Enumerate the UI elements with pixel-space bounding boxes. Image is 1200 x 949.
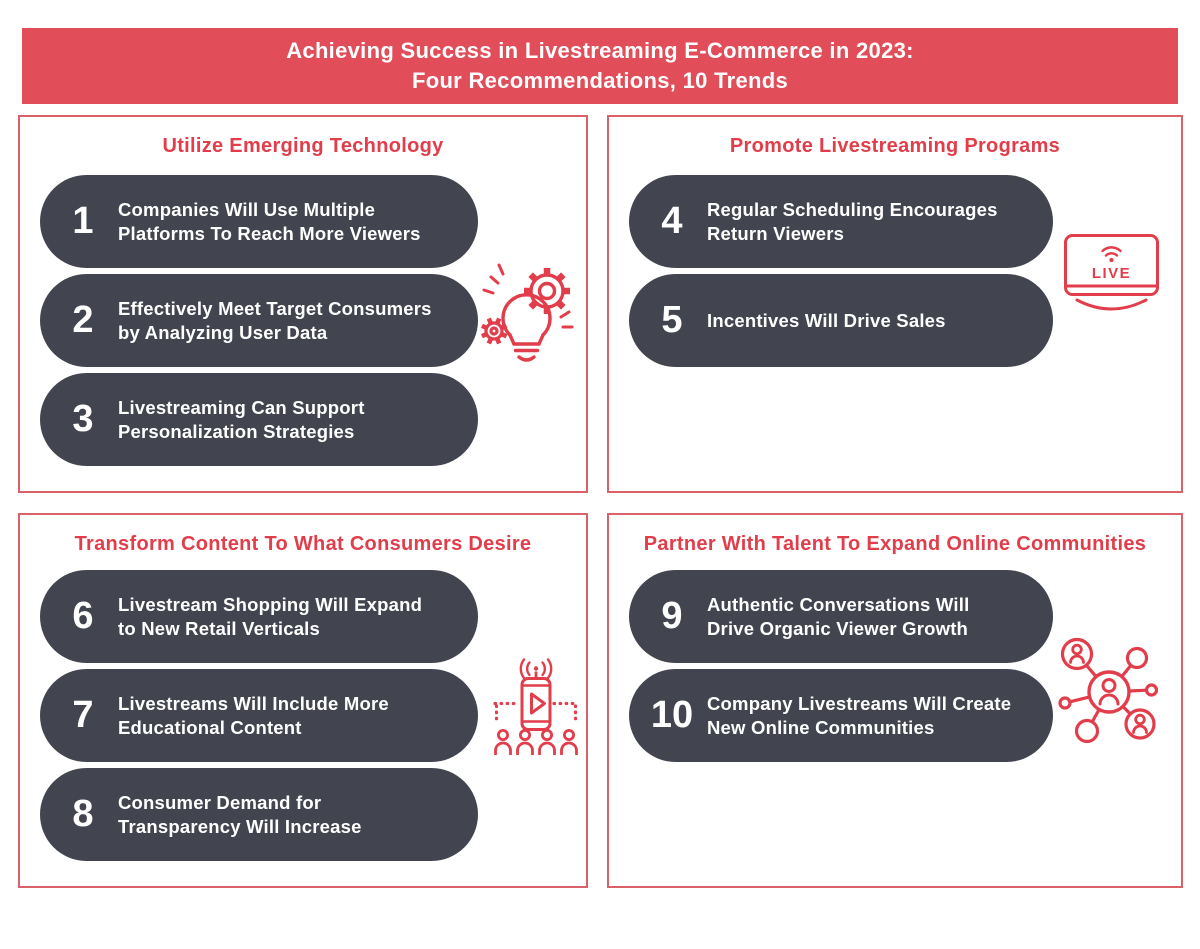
trend-text <box>118 593 422 639</box>
trend-number: 9 <box>661 595 683 637</box>
trend-text-line: Companies Will Use Multiple <box>118 199 376 221</box>
trend-number: 8 <box>72 793 94 835</box>
trend-list <box>629 175 1053 367</box>
panel-utilize-emerging-technology <box>18 115 588 493</box>
trend-item-5 <box>629 274 1053 367</box>
trend-text-line: Educational Content <box>118 716 302 738</box>
trend-number: 4 <box>661 200 683 242</box>
title-banner <box>22 28 1178 104</box>
community-network-icon <box>1057 632 1158 745</box>
trend-list <box>629 570 1053 762</box>
panel-transform-content <box>18 513 588 888</box>
panel-heading: Promote Livestreaming Programs <box>729 135 1061 157</box>
trend-text-line: Livestreaming Can Support <box>118 397 365 419</box>
trend-item-8 <box>40 768 478 861</box>
trend-text <box>118 692 389 738</box>
trend-text-line: New Online Communities <box>707 716 935 738</box>
trend-text <box>707 593 969 639</box>
trend-number: 3 <box>72 398 94 440</box>
trend-text-line: Transparency Will Increase <box>118 815 362 837</box>
trend-text <box>118 791 362 837</box>
gear-lightbulb-icon <box>481 257 577 375</box>
trend-text-line: Company Livestreams Will Create <box>707 693 1012 715</box>
live-label: LIVE <box>1091 265 1132 282</box>
trend-text-line: Regular Scheduling Encourages <box>707 199 998 221</box>
trend-text <box>118 396 365 442</box>
trend-text-line: Return Viewers <box>707 222 845 244</box>
trend-text <box>707 198 998 244</box>
panel-heading: Utilize Emerging Technology <box>162 135 444 157</box>
trend-text <box>707 692 1011 738</box>
panel-heading: Transform Content To What Consumers Desire <box>74 533 532 555</box>
trend-item-4 <box>629 175 1053 268</box>
trend-text-line: Livestreams Will Include More <box>118 693 389 715</box>
trend-list <box>40 175 478 466</box>
trend-text-line: Effectively Meet Target Consumers <box>118 298 432 320</box>
trend-item-2 <box>40 274 478 367</box>
trend-number: 1 <box>72 200 94 242</box>
trend-item-9 <box>629 570 1053 663</box>
trend-text-line: Livestream Shopping Will Expand <box>118 594 423 616</box>
trend-text-line: Personalization Strategies <box>118 420 355 442</box>
trend-number: 2 <box>72 299 94 341</box>
trend-number: 5 <box>661 299 683 341</box>
panel-partner-with-talent <box>607 513 1183 888</box>
trend-text-line: Incentives Will Drive Sales <box>707 309 946 331</box>
trend-item-7 <box>40 669 478 762</box>
trend-number: 6 <box>72 595 94 637</box>
trend-item-3 <box>40 373 478 466</box>
trend-item-10 <box>629 669 1053 762</box>
trend-item-1 <box>40 175 478 268</box>
trend-text <box>118 198 421 244</box>
trend-number: 10 <box>650 694 694 736</box>
trend-number: 7 <box>72 694 94 736</box>
trend-text-line: to New Retail Verticals <box>118 617 321 639</box>
trend-text <box>707 309 946 332</box>
title-line-1: Achieving Success in Livestreaming E-Commerce in 2023: <box>286 37 914 63</box>
trend-text-line: Platforms To Reach More Viewers <box>118 222 421 244</box>
trend-text <box>118 297 432 343</box>
trend-text-line: Drive Organic Viewer Growth <box>707 617 969 639</box>
trend-text-line: Consumer Demand for <box>118 792 322 814</box>
panel-heading: Partner With Talent To Expand Online Communities <box>643 533 1147 555</box>
trend-text-line: Authentic Conversations Will <box>707 594 970 616</box>
panel-promote-livestreaming-programs <box>607 115 1183 493</box>
mobile-livestream-audience-icon <box>492 658 580 757</box>
trend-item-6 <box>40 570 478 663</box>
trend-text-line: by Analyzing User Data <box>118 321 328 343</box>
trend-list <box>40 570 478 861</box>
live-tv-icon <box>1063 233 1160 312</box>
title-line-2: Four Recommendations, 10 Trends <box>411 68 789 93</box>
